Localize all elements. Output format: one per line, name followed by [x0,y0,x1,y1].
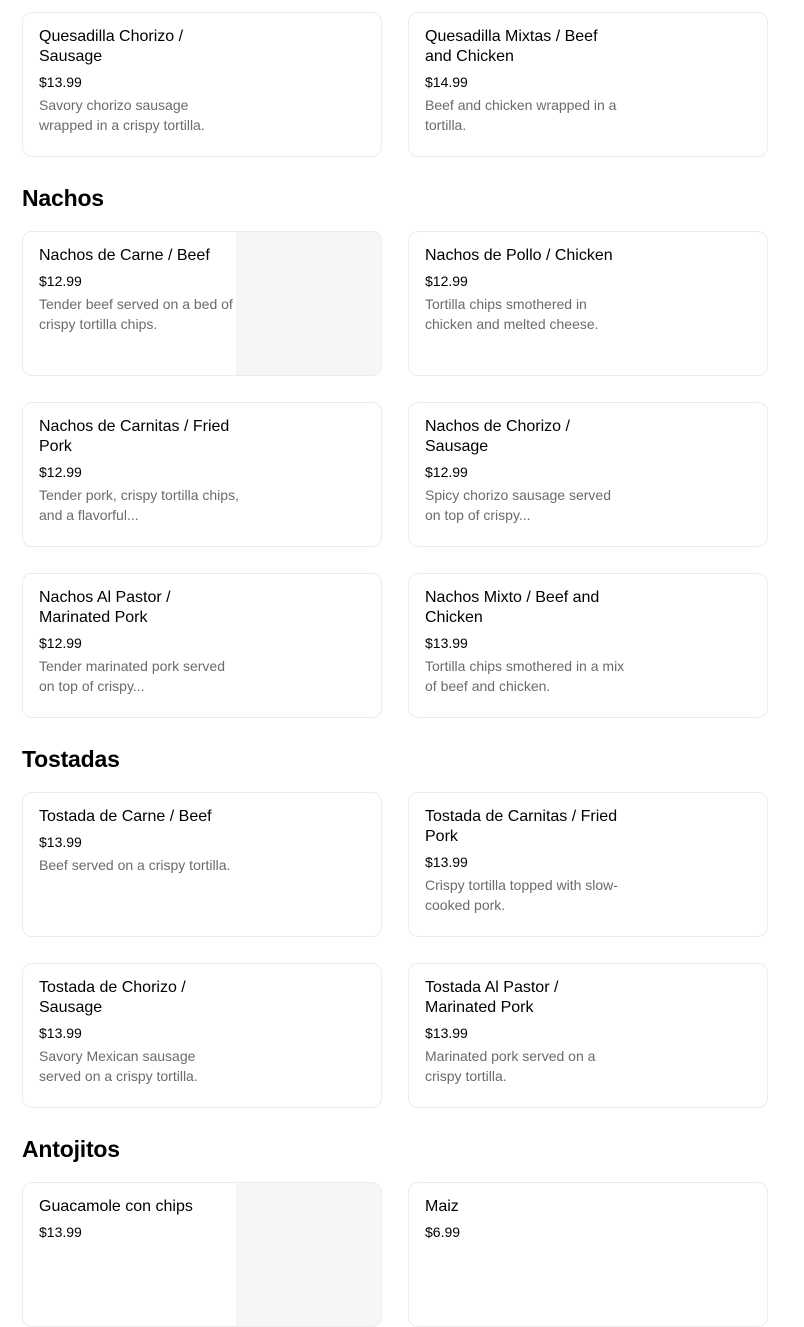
menu-item-card[interactable] [22,12,382,157]
menu-item-card[interactable] [22,231,382,376]
menu-item-card[interactable] [408,792,768,937]
item-name: Maiz [425,1198,459,1215]
menu-item-card[interactable] [408,402,768,547]
item-description: Beef and chicken wrapped in a tortilla. [425,97,617,133]
menu-item-card[interactable] [408,231,768,376]
item-name: Tostada Al Pastor / Marinated Pork [425,979,559,1016]
item-name: Nachos de Carne / Beef [39,247,210,264]
item-name: Quesadilla Mixtas / Beef and Chicken [425,28,598,65]
menu-item-card[interactable] [22,792,382,937]
item-description: Tender marinated pork served on top of crispy... [39,658,225,694]
item-name: Nachos de Carnitas / Fried Pork [39,418,230,455]
item-price: $13.99 [39,1025,82,1041]
item-name: Nachos Mixto / Beef and Chicken [425,589,600,626]
item-price: $13.99 [425,1025,468,1041]
item-name: Tostada de Carnitas / Fried Pork [425,808,618,845]
section-title-nachos: Nachos [22,185,104,211]
item-description: Crispy tortilla topped with slow-cooked pork. [425,877,618,913]
item-price: $12.99 [39,635,82,651]
item-price: $13.99 [39,74,82,90]
item-name: Nachos Al Pastor / Marinated Pork [39,589,171,626]
item-price: $14.99 [425,74,468,90]
section-title-tostadas: Tostadas [22,746,120,772]
item-description: Beef served on a crispy tortilla. [39,857,231,873]
item-price: $13.99 [39,834,82,850]
item-name: Quesadilla Chorizo / Sausage [39,28,184,65]
item-name: Nachos de Pollo / Chicken [425,247,613,264]
item-description: Savory chorizo sausage wrapped in a crispy tortilla. [39,97,205,133]
menu-item-card[interactable] [408,573,768,718]
section-title-antojitos: Antojitos [22,1136,120,1162]
item-description: Marinated pork served on a crispy tortilla. [425,1048,596,1084]
item-price: $12.99 [425,273,468,289]
item-image [236,232,381,375]
menu-item-card[interactable] [22,573,382,718]
item-image [236,1183,381,1326]
item-description: Savory Mexican sausage served on a crispy tortilla. [39,1048,198,1084]
item-description: Tortilla chips smothered in chicken and melted cheese. [425,296,599,332]
item-price: $12.99 [39,464,82,480]
item-name: Nachos de Chorizo / Sausage [425,418,570,455]
item-price: $6.99 [425,1224,461,1240]
item-price: $13.99 [425,635,468,651]
menu-item-card[interactable] [22,402,382,547]
item-price: $13.99 [425,854,468,870]
item-name: Guacamole con chips [39,1198,193,1215]
item-name: Tostada de Chorizo / Sausage [39,979,186,1016]
item-name: Tostada de Carne / Beef [39,808,212,825]
item-price: $12.99 [425,464,468,480]
item-description: Tortilla chips smothered in a mix of beef and chicken. [425,658,625,694]
item-description: Spicy chorizo sausage served on top of crispy... [425,487,611,523]
item-description: Tender beef served on a bed of crispy tortilla chips. [39,296,233,332]
menu-item-card[interactable] [408,963,768,1108]
item-price: $13.99 [39,1224,82,1240]
menu-item-card[interactable] [408,12,768,157]
menu-item-card[interactable] [22,963,382,1108]
menu-item-card[interactable] [22,1182,382,1327]
menu-item-card[interactable] [408,1182,768,1327]
item-price: $12.99 [39,273,82,289]
item-description: Tender pork, crispy tortilla chips, and a flavorful... [39,487,239,523]
